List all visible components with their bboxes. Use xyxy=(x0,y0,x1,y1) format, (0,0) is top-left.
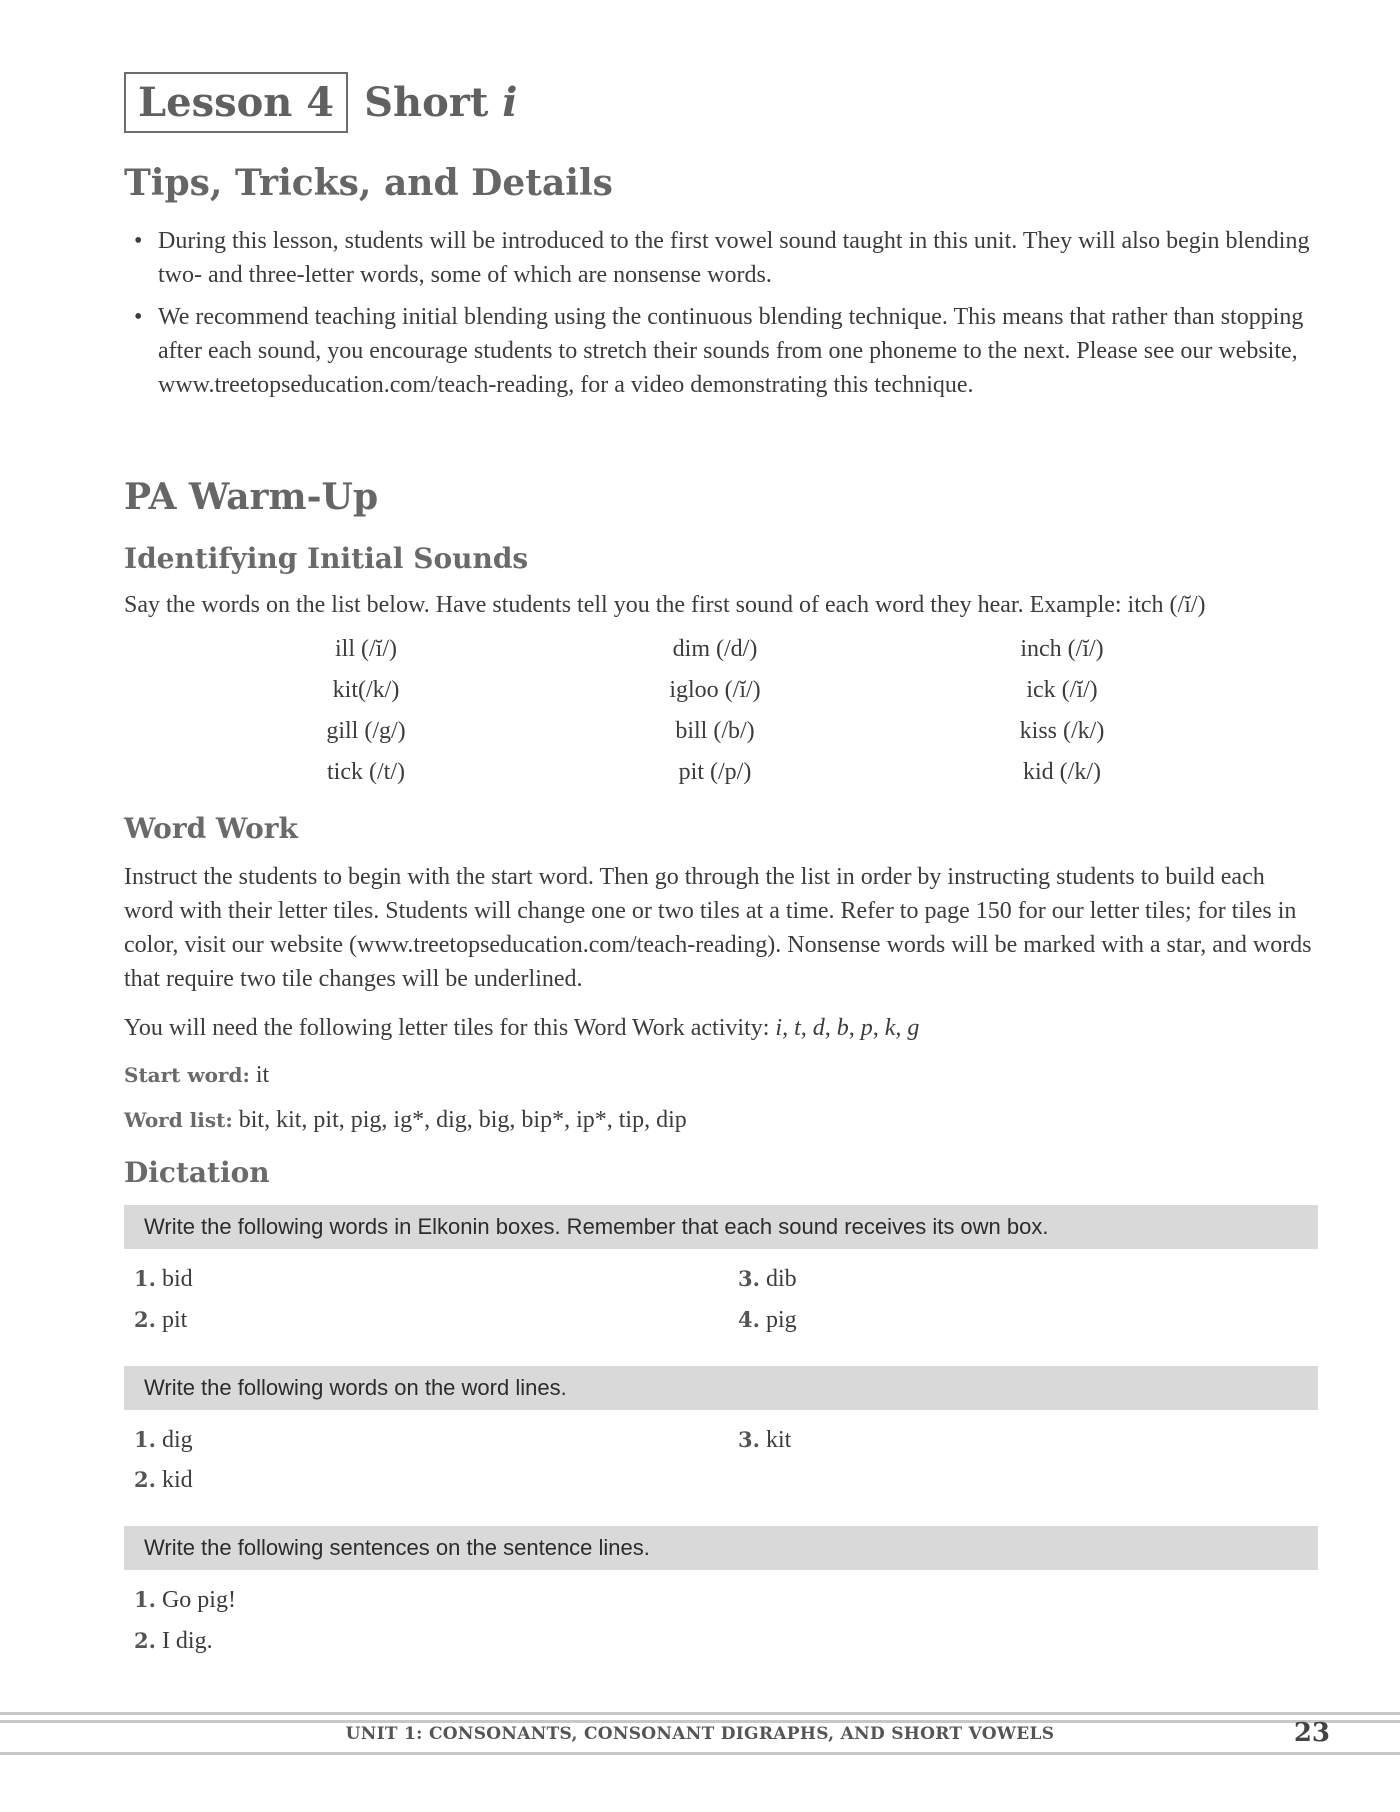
dictation-instruction-bar: Write the following sentences on the sentence lines. xyxy=(124,1526,1318,1570)
start-word-line xyxy=(124,1058,1318,1092)
item-text: dib xyxy=(765,1266,797,1292)
item-text: bid xyxy=(161,1266,193,1292)
dictation-instruction-bar: Write the following words in Elkonin boxes. Remember that each sound receives its own box. xyxy=(124,1205,1318,1249)
sounds-row xyxy=(124,632,1318,673)
item-number: 2. xyxy=(134,1628,156,1653)
sound-word: pit (/p/) xyxy=(678,759,752,785)
dictation-item xyxy=(134,1624,213,1658)
item-number: 2. xyxy=(134,1307,156,1332)
start-word: it xyxy=(249,1062,270,1088)
tips-bullet-1: • During this lesson, students will be introduced to the first vowel sound taught in this unit. They will also begin blending two- and three-letter words, some of which are nonsense words. xyxy=(124,224,1318,292)
dictation-item xyxy=(134,1262,193,1296)
footer-rule xyxy=(0,1752,1400,1755)
word-list: bit, kit, pit, pig, ig*, dig, big, bip*, ip*, tip, dip xyxy=(232,1107,687,1133)
dictation-heading: Dictation xyxy=(124,1156,270,1189)
sounds-row xyxy=(124,755,1318,796)
word-work-tiles xyxy=(124,1011,1318,1045)
sound-word: ick (/ĭ/) xyxy=(1026,677,1098,703)
initial-sounds-instruction: Say the words on the list below. Have students tell you the first sound of each word they hear. Example: itch (/ĭ/) xyxy=(124,592,1206,618)
item-number: 3. xyxy=(738,1427,760,1452)
tips-heading: Tips, Tricks, and Details xyxy=(124,162,613,204)
lesson-title-prefix: Short xyxy=(364,79,503,126)
dictation-item xyxy=(134,1583,236,1617)
word-work-instruction: Instruct the students to begin with the start word. Then go through the list in order by instructing students to build each word with their letter tiles. Students will change one or two tiles at a time. Refer to page 150 for our letter tiles; for tiles in color, visit our website (www.treetopseducation.com/teach-reading). Nonsense words will be marked with a star, and words that require two tile changes will be underlined. xyxy=(124,864,1312,992)
word-list-line xyxy=(124,1103,1318,1137)
tips-bullet-2: • We recommend teaching initial blending using the continuous blending technique. This means that rather than stopping after each sound, you encourage students to stretch their sounds from one phoneme to the next. Please see our website, www.treetopseducation.com/teach-reading, for a video demonstrating this technique. xyxy=(124,300,1318,402)
word-list-label: Word list: xyxy=(124,1108,233,1132)
item-text: Go pig! xyxy=(161,1587,236,1613)
page-number: 23 xyxy=(1293,1718,1330,1748)
initial-sounds-heading: Identifying Initial Sounds xyxy=(124,542,529,575)
footer-unit-title: UNIT 1: CONSONANTS, CONSONANT DIGRAPHS, AND SHORT VOWELS xyxy=(345,1724,1055,1744)
sound-word: kiss (/k/) xyxy=(1019,718,1105,744)
item-text: pig xyxy=(765,1307,797,1333)
sound-word: igloo (/ĭ/) xyxy=(669,677,761,703)
dictation-item xyxy=(134,1423,193,1457)
initial-sounds-grid xyxy=(124,632,1318,796)
item-number: 4. xyxy=(738,1307,760,1332)
item-number: 3. xyxy=(738,1266,760,1291)
dictation-instruction-bar: Write the following words on the word lines. xyxy=(124,1366,1318,1410)
dictation-item xyxy=(134,1463,193,1497)
page-footer xyxy=(0,1712,1400,1760)
word-work-heading: Word Work xyxy=(124,812,298,845)
lesson-number-box: Lesson 4 xyxy=(124,72,348,133)
item-text: kit xyxy=(765,1427,792,1453)
sound-word: kid (/k/) xyxy=(1023,759,1101,785)
sound-word: tick (/t/) xyxy=(327,759,405,785)
item-number: 1. xyxy=(134,1427,156,1452)
sound-word: ill (/ĭ/) xyxy=(335,636,397,662)
dictation-item xyxy=(134,1303,187,1337)
lesson-title-letter: i xyxy=(502,79,518,126)
sound-word: bill (/b/) xyxy=(675,718,755,744)
dictation-item xyxy=(738,1262,797,1296)
item-text: dig xyxy=(161,1427,193,1453)
item-text: pit xyxy=(161,1307,188,1333)
item-text: kid xyxy=(161,1467,193,1493)
tiles-intro: You will need the following letter tiles for this Word Work activity: xyxy=(124,1015,776,1041)
item-text: I dig. xyxy=(161,1628,213,1654)
footer-rule xyxy=(0,1712,1400,1715)
sound-word: gill (/g/) xyxy=(326,718,406,744)
lesson-header xyxy=(124,72,517,133)
warmup-heading: PA Warm-Up xyxy=(124,476,379,518)
footer-rule xyxy=(0,1720,1400,1723)
tiles-list: i, t, d, b, p, k, g xyxy=(775,1015,920,1041)
lesson-title xyxy=(364,79,517,126)
sound-word: kit(/k/) xyxy=(332,677,400,703)
dictation-item xyxy=(738,1303,797,1337)
sound-word: inch (/ĭ/) xyxy=(1020,636,1104,662)
item-number: 2. xyxy=(134,1467,156,1492)
start-word-label: Start word: xyxy=(124,1063,250,1087)
sounds-row xyxy=(124,673,1318,714)
dictation-item xyxy=(738,1423,791,1457)
sounds-row xyxy=(124,714,1318,755)
sound-word: dim (/d/) xyxy=(672,636,758,662)
item-number: 1. xyxy=(134,1587,156,1612)
tips-list xyxy=(124,224,1318,410)
item-number: 1. xyxy=(134,1266,156,1291)
